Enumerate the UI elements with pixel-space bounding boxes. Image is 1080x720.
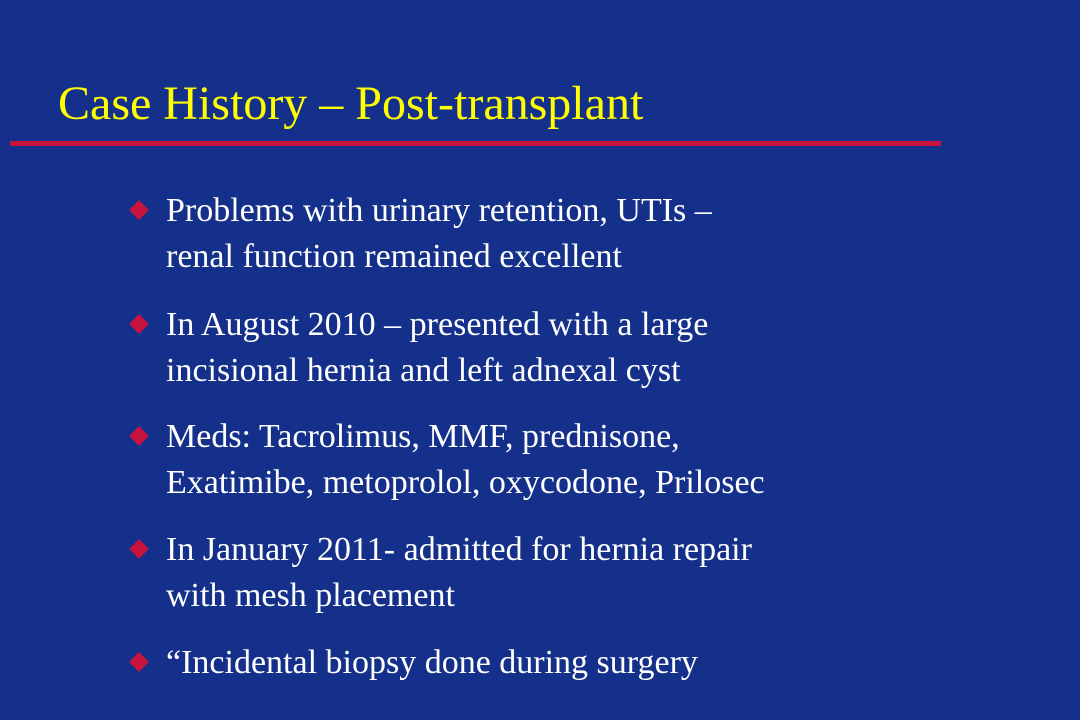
bullet-line: “Incidental biopsy done during surgery [166, 644, 698, 681]
bullet-line: Problems with urinary retention, UTIs – [166, 192, 712, 229]
bullet-line: In January 2011- admitted for hernia repair [166, 531, 752, 568]
diamond-bullet-icon [129, 652, 149, 672]
bullet-line: incisional hernia and left adnexal cyst [166, 352, 681, 389]
bullet-line: Meds: Tacrolimus, MMF, prednisone, [166, 418, 680, 455]
bullet-line: with mesh placement [166, 577, 455, 614]
bullet-text [166, 640, 886, 686]
diamond-bullet-icon [129, 314, 149, 334]
bullet-text [166, 188, 886, 280]
bullet-line: renal function remained excellent [166, 238, 622, 275]
bullet-line: Exatimibe, metoprolol, oxycodone, Prilosec [166, 464, 765, 501]
diamond-bullet-icon [129, 200, 149, 220]
bullet-text [166, 302, 886, 394]
title-underline [10, 141, 941, 146]
diamond-bullet-icon [129, 539, 149, 559]
bullet-text [166, 414, 886, 506]
bullet-line: In August 2010 – presented with a large [166, 306, 709, 343]
diamond-bullet-icon [129, 426, 149, 446]
bullet-text [166, 527, 886, 619]
slide-title: Case History – Post-transplant [58, 77, 644, 130]
